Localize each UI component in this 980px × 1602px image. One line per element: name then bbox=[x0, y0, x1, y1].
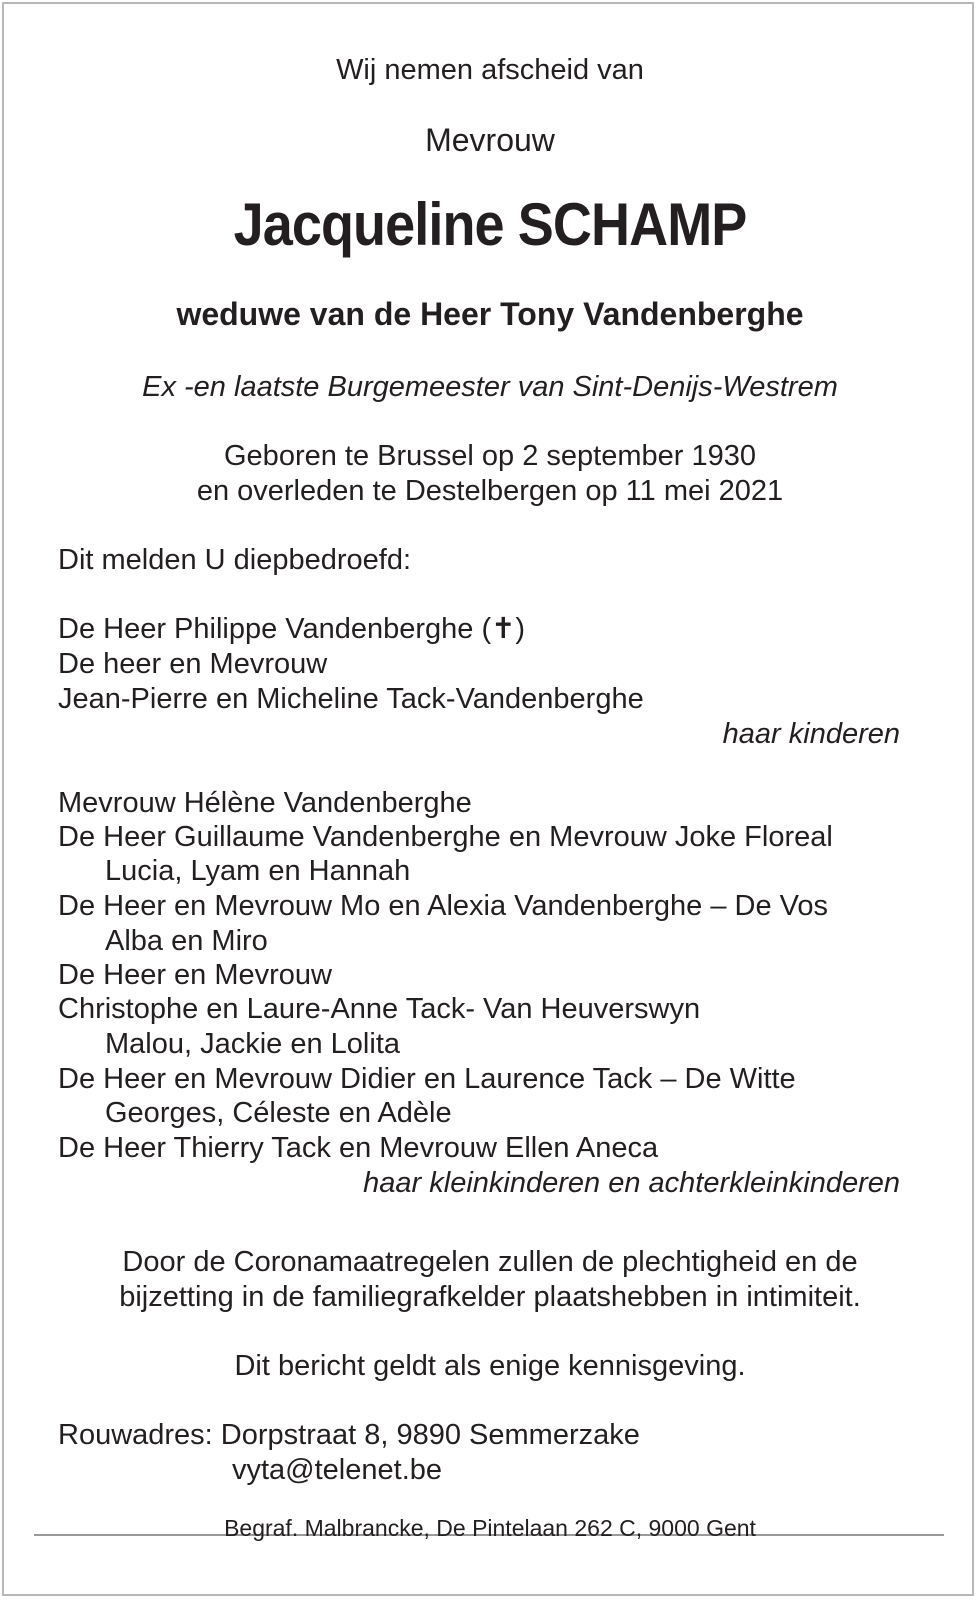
only-notice: Dit bericht geldt als enige kennisgeving. bbox=[234, 1350, 746, 1382]
funeral-home: Begraf. Malbrancke, De Pintelaan 262 C, 9000 Gent bbox=[224, 1515, 756, 1541]
grandchild-line: Lucia, Lyam en Hannah bbox=[105, 855, 411, 887]
role-text: Ex -en laatste Burgemeester van Sint-Denijs-Westrem bbox=[142, 371, 838, 403]
email-address: vyta@telenet.be bbox=[232, 1454, 443, 1486]
death-line: en overleden te Destelbergen op 11 mei 2021 bbox=[196, 475, 784, 507]
widow-of: weduwe van de Heer Tony Vandenberghe bbox=[176, 296, 804, 332]
mourning-address: Rouwadres: Dorpstraat 8, 9890 Semmerzake bbox=[58, 1419, 640, 1451]
intro-text: Wij nemen afscheid van bbox=[336, 54, 644, 86]
grandchild-line: Malou, Jackie en Lolita bbox=[105, 1028, 400, 1060]
grandchild-line: De Heer en Mevrouw Didier en Laurence Tack – De Witte bbox=[58, 1063, 796, 1095]
children-caption: haar kinderen bbox=[722, 718, 900, 750]
birth-line: Geboren te Brussel op 2 september 1930 bbox=[224, 440, 756, 472]
corona-notice-line: Door de Coronamaatregelen zullen de plechtigheid en de bbox=[122, 1246, 858, 1278]
child-line: Jean-Pierre en Micheline Tack-Vandenberghe bbox=[58, 683, 644, 715]
grandchild-line: De Heer Guillaume Vandenberghe en Mevrouw Joke Floreal bbox=[58, 821, 833, 853]
corona-notice-line: bijzetting in de familiegrafkelder plaatshebben in intimiteit. bbox=[119, 1281, 861, 1313]
deceased-name: Jacqueline SCHAMP bbox=[233, 191, 747, 258]
grandchild-line: Mevrouw Hélène Vandenberghe bbox=[58, 787, 472, 819]
child-line: De Heer Philippe Vandenberghe (✝) bbox=[58, 613, 526, 645]
salutation: Mevrouw bbox=[425, 122, 555, 158]
grandchild-line: De Heer en Mevrouw bbox=[58, 959, 332, 991]
grandchild-line: De Heer en Mevrouw Mo en Alexia Vandenberghe – De Vos bbox=[58, 890, 829, 922]
grandchild-line: Georges, Céleste en Adèle bbox=[105, 1097, 452, 1129]
grandchild-line: Alba en Miro bbox=[105, 925, 268, 957]
grandchild-line: Christophe en Laure-Anne Tack- Van Heuverswyn bbox=[58, 993, 701, 1025]
announce-text: Dit melden U diepbedroefd: bbox=[58, 544, 412, 576]
child-line: De heer en Mevrouw bbox=[58, 648, 328, 680]
grandchild-line: De Heer Thierry Tack en Mevrouw Ellen Aneca bbox=[58, 1132, 659, 1164]
grandchildren-caption: haar kleinkinderen en achterkleinkinderen bbox=[363, 1167, 900, 1199]
